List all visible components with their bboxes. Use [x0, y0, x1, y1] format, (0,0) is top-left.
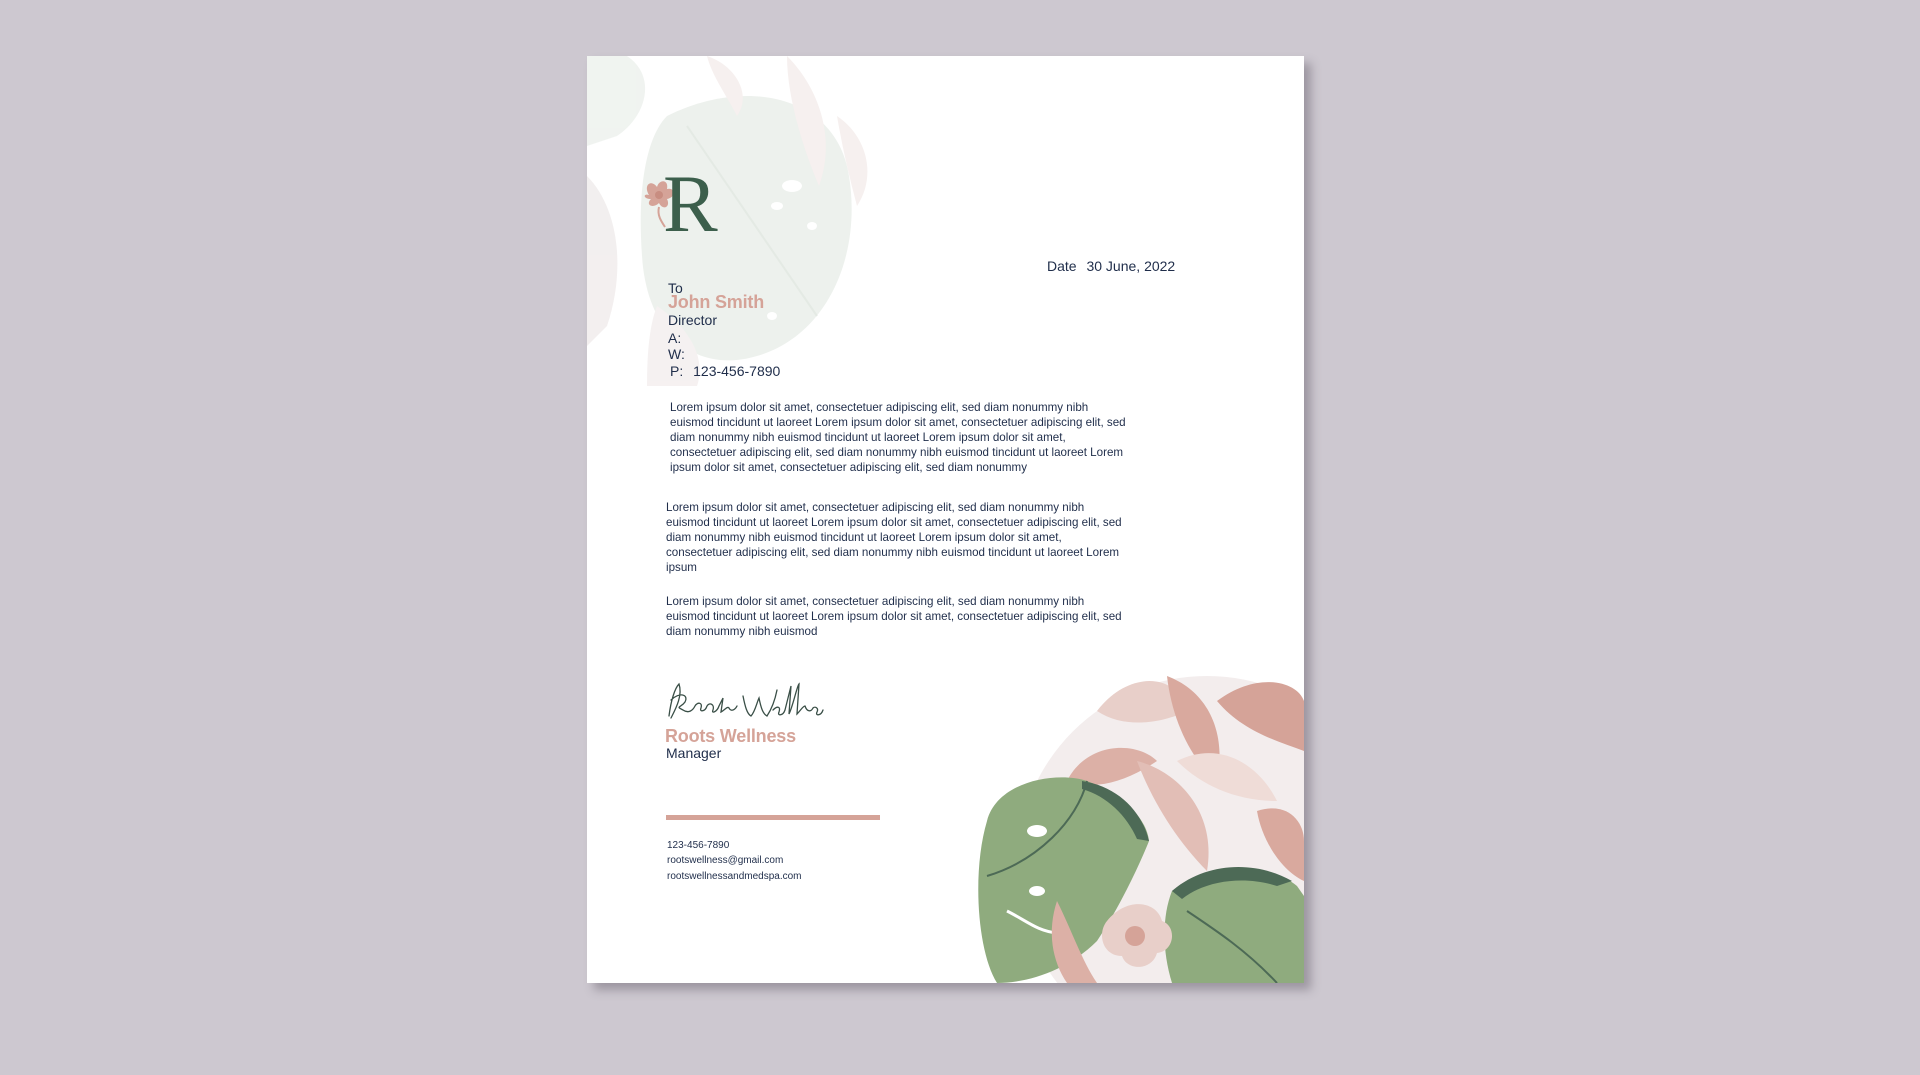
- address-label: A:: [668, 330, 682, 346]
- phone-label: P:: [670, 363, 684, 379]
- sender-title: Manager: [666, 745, 722, 761]
- recipient-name: John Smith: [668, 292, 764, 312]
- body-paragraph-3: Lorem ipsum dolor sit amet, consectetuer adipiscing elit, sed diam nonummy nibh euismod tincidunt ut laoreet Lorem ipsum dolor sit amet, consectetuer adipiscing elit, sed diam nonummy nibh euismod: [666, 595, 1122, 638]
- body-paragraph-2: Lorem ipsum dolor sit amet, consectetuer adipiscing elit, sed diam nonummy nibh euismod tincidunt ut laoreet Lorem ipsum dolor sit amet, consectetuer adipiscing elit, sed diam nonummy nibh euismod tincidunt ut laoreet Lorem ipsum dolor sit amet, consectetuer adipiscing elit, sed diam nonummy nibh euismod tincidunt ut laoreet Lorem ipsum: [666, 501, 1122, 574]
- date-value: 30 June, 2022: [1086, 258, 1176, 274]
- letterhead-page: [587, 56, 1304, 983]
- sender-name: Roots Wellness: [665, 726, 796, 746]
- web-label: W:: [668, 346, 685, 362]
- phone-value: 123-456-7890: [693, 363, 781, 379]
- logo: [635, 158, 745, 249]
- handwritten-signature: [665, 676, 825, 726]
- date-label: Date: [1047, 258, 1077, 274]
- date-line: [1047, 258, 1175, 274]
- contact-email: rootswellness@gmail.com: [667, 855, 784, 866]
- monstera-and-orchid-illustration: [977, 671, 1304, 983]
- logo-letter: R: [663, 158, 718, 249]
- phone-line: [670, 363, 780, 379]
- body-paragraph-1: Lorem ipsum dolor sit amet, consectetuer adipiscing elit, sed diam nonummy nibh euismod tincidunt ut laoreet Lorem ipsum dolor sit amet, consectetuer adipiscing elit, sed diam nonummy nibh euismod tincidunt ut laoreet Lorem ipsum dolor sit amet, consectetuer adipiscing elit, sed diam nonummy nibh euismod tincidunt ut laoreet Lorem ipsum dolor sit amet, consectetuer adipiscing elit, sed diam nonummy: [670, 401, 1126, 474]
- contact-phone: 123-456-7890: [667, 840, 730, 851]
- recipient-title: Director: [668, 312, 718, 328]
- to-label: To: [668, 280, 683, 296]
- contact-website: rootswellnessandmedspa.com: [667, 871, 802, 882]
- divider-rule: [666, 815, 880, 820]
